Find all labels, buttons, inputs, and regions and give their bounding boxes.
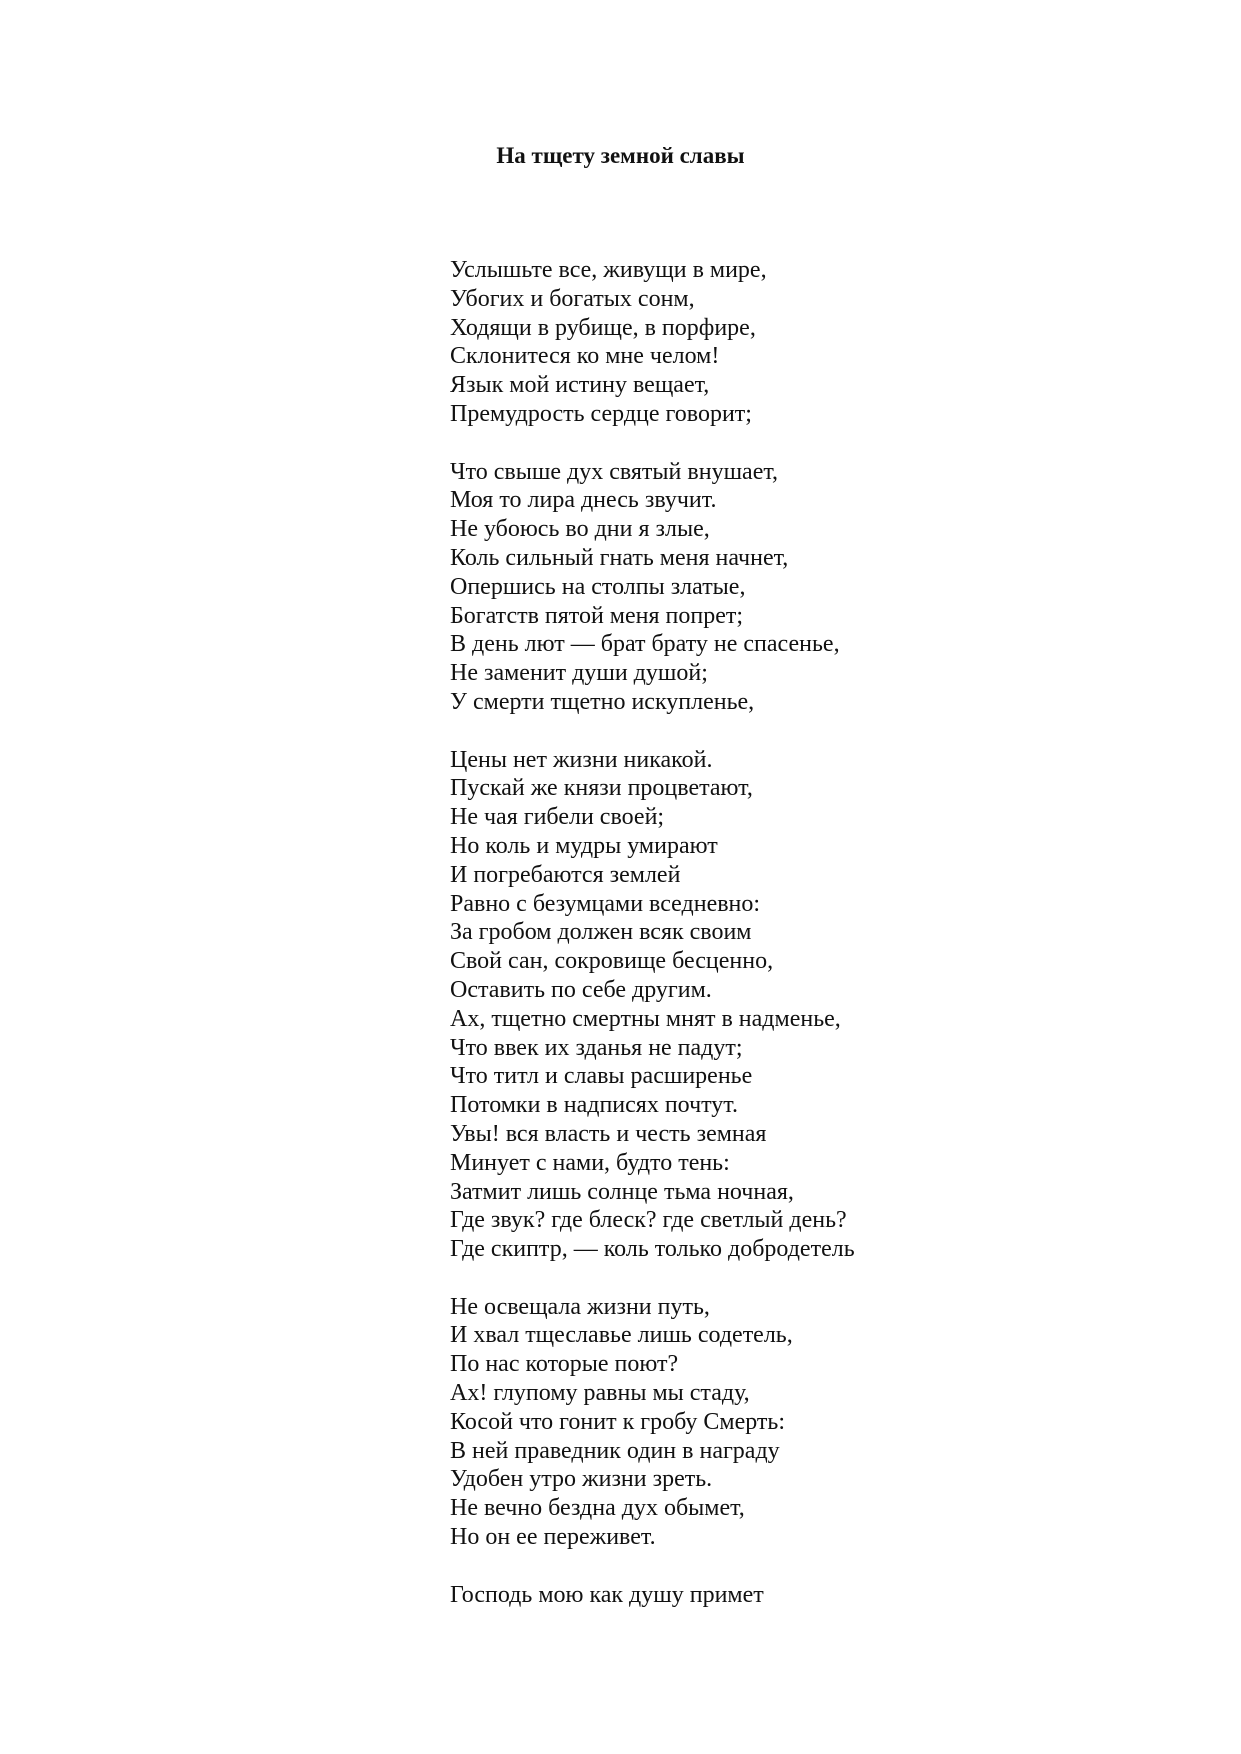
verse-line: Где звук? где блеск? где светлый день? [450, 1207, 847, 1234]
verse-line: Но коль и мудры умирают [450, 832, 718, 859]
verse-line: За гробом должен всяк своим [450, 919, 752, 946]
verse-line: Богатств пятой меня попрет; [450, 602, 744, 629]
verse-line: Ходящи в рубище, в порфире, [450, 314, 756, 341]
poem-body [450, 256, 855, 1638]
verse-line: Что ввек их зданья не падут; [450, 1034, 743, 1061]
verse-line: Но он ее переживет. [450, 1524, 656, 1551]
verse-line: Затмит лишь солнце тьма ночная, [450, 1178, 794, 1205]
verse-line: Склонитеся ко мне челом! [450, 343, 720, 370]
poem-title: На тщету земной славы [496, 143, 745, 168]
verse-line: Потомки в надписях почтут. [450, 1092, 738, 1119]
verse-line: У смерти тщетно искупленье, [450, 688, 755, 715]
verse-line: И хвал тщеславье лишь содетель, [450, 1322, 793, 1349]
verse-line: Где скиптр, — коль только добродетель [450, 1236, 855, 1263]
verse-line: Убогих и богатых сонм, [450, 285, 695, 312]
verse-line: Не освещала жизни путь, [450, 1293, 710, 1320]
verse-line: Свой сан, сокровище бесценно, [450, 948, 774, 975]
verse-line: Ах! глупому равны мы стаду, [450, 1380, 750, 1407]
stanza [450, 1293, 855, 1552]
verse-line: Что свыше дух святый внушает, [450, 458, 779, 485]
verse-line: В день лют — брат брату не спасенье, [450, 631, 840, 658]
verse-line: Не заменит души душой; [450, 660, 708, 687]
verse-line: Равно с безумцами вседневно: [450, 890, 761, 917]
verse-line: Что титл и славы расширенье [450, 1063, 753, 1090]
verse-line: Господь мою как душу примет [450, 1581, 764, 1608]
stanza [450, 746, 855, 1264]
stanza [450, 458, 855, 717]
stanza [450, 1581, 855, 1610]
verse-line: Услышьте все, живущи в мире, [450, 257, 767, 283]
verse-line: Не убоюсь во дни я злые, [450, 516, 710, 543]
verse-line: И погребаются землей [450, 861, 681, 888]
verse-line: Удобен утро жизни зреть. [450, 1466, 713, 1493]
verse-line: Пускай же князи процветают, [450, 775, 753, 802]
stanza [450, 256, 855, 429]
verse-line: Коль сильный гнать меня начнет, [450, 544, 789, 571]
verse-line: Увы! вся власть и честь земная [450, 1120, 767, 1147]
verse-line: Ах, тщетно смертны мнят в надменье, [450, 1005, 841, 1032]
verse-line: Минует с нами, будто тень: [450, 1149, 730, 1176]
verse-line: Не чая гибели своей; [450, 804, 665, 831]
verse-line: В ней праведник один в награду [450, 1437, 780, 1464]
verse-line: По нас которые поют? [450, 1351, 679, 1378]
verse-line: Оставить по себе другим. [450, 976, 712, 1003]
verse-line: Не вечно бездна дух обымет, [450, 1495, 745, 1522]
verse-line: Цены нет жизни никакой. [450, 746, 713, 773]
verse-line: Премудрость сердце говорит; [450, 400, 752, 427]
verse-line: Моя то лира днесь звучит. [450, 487, 717, 514]
verse-line: Язык мой истину вещает, [450, 372, 710, 399]
verse-line: Опершись на столпы златые, [450, 573, 746, 600]
verse-line: Косой что гонит к гробу Смерть: [450, 1408, 786, 1435]
